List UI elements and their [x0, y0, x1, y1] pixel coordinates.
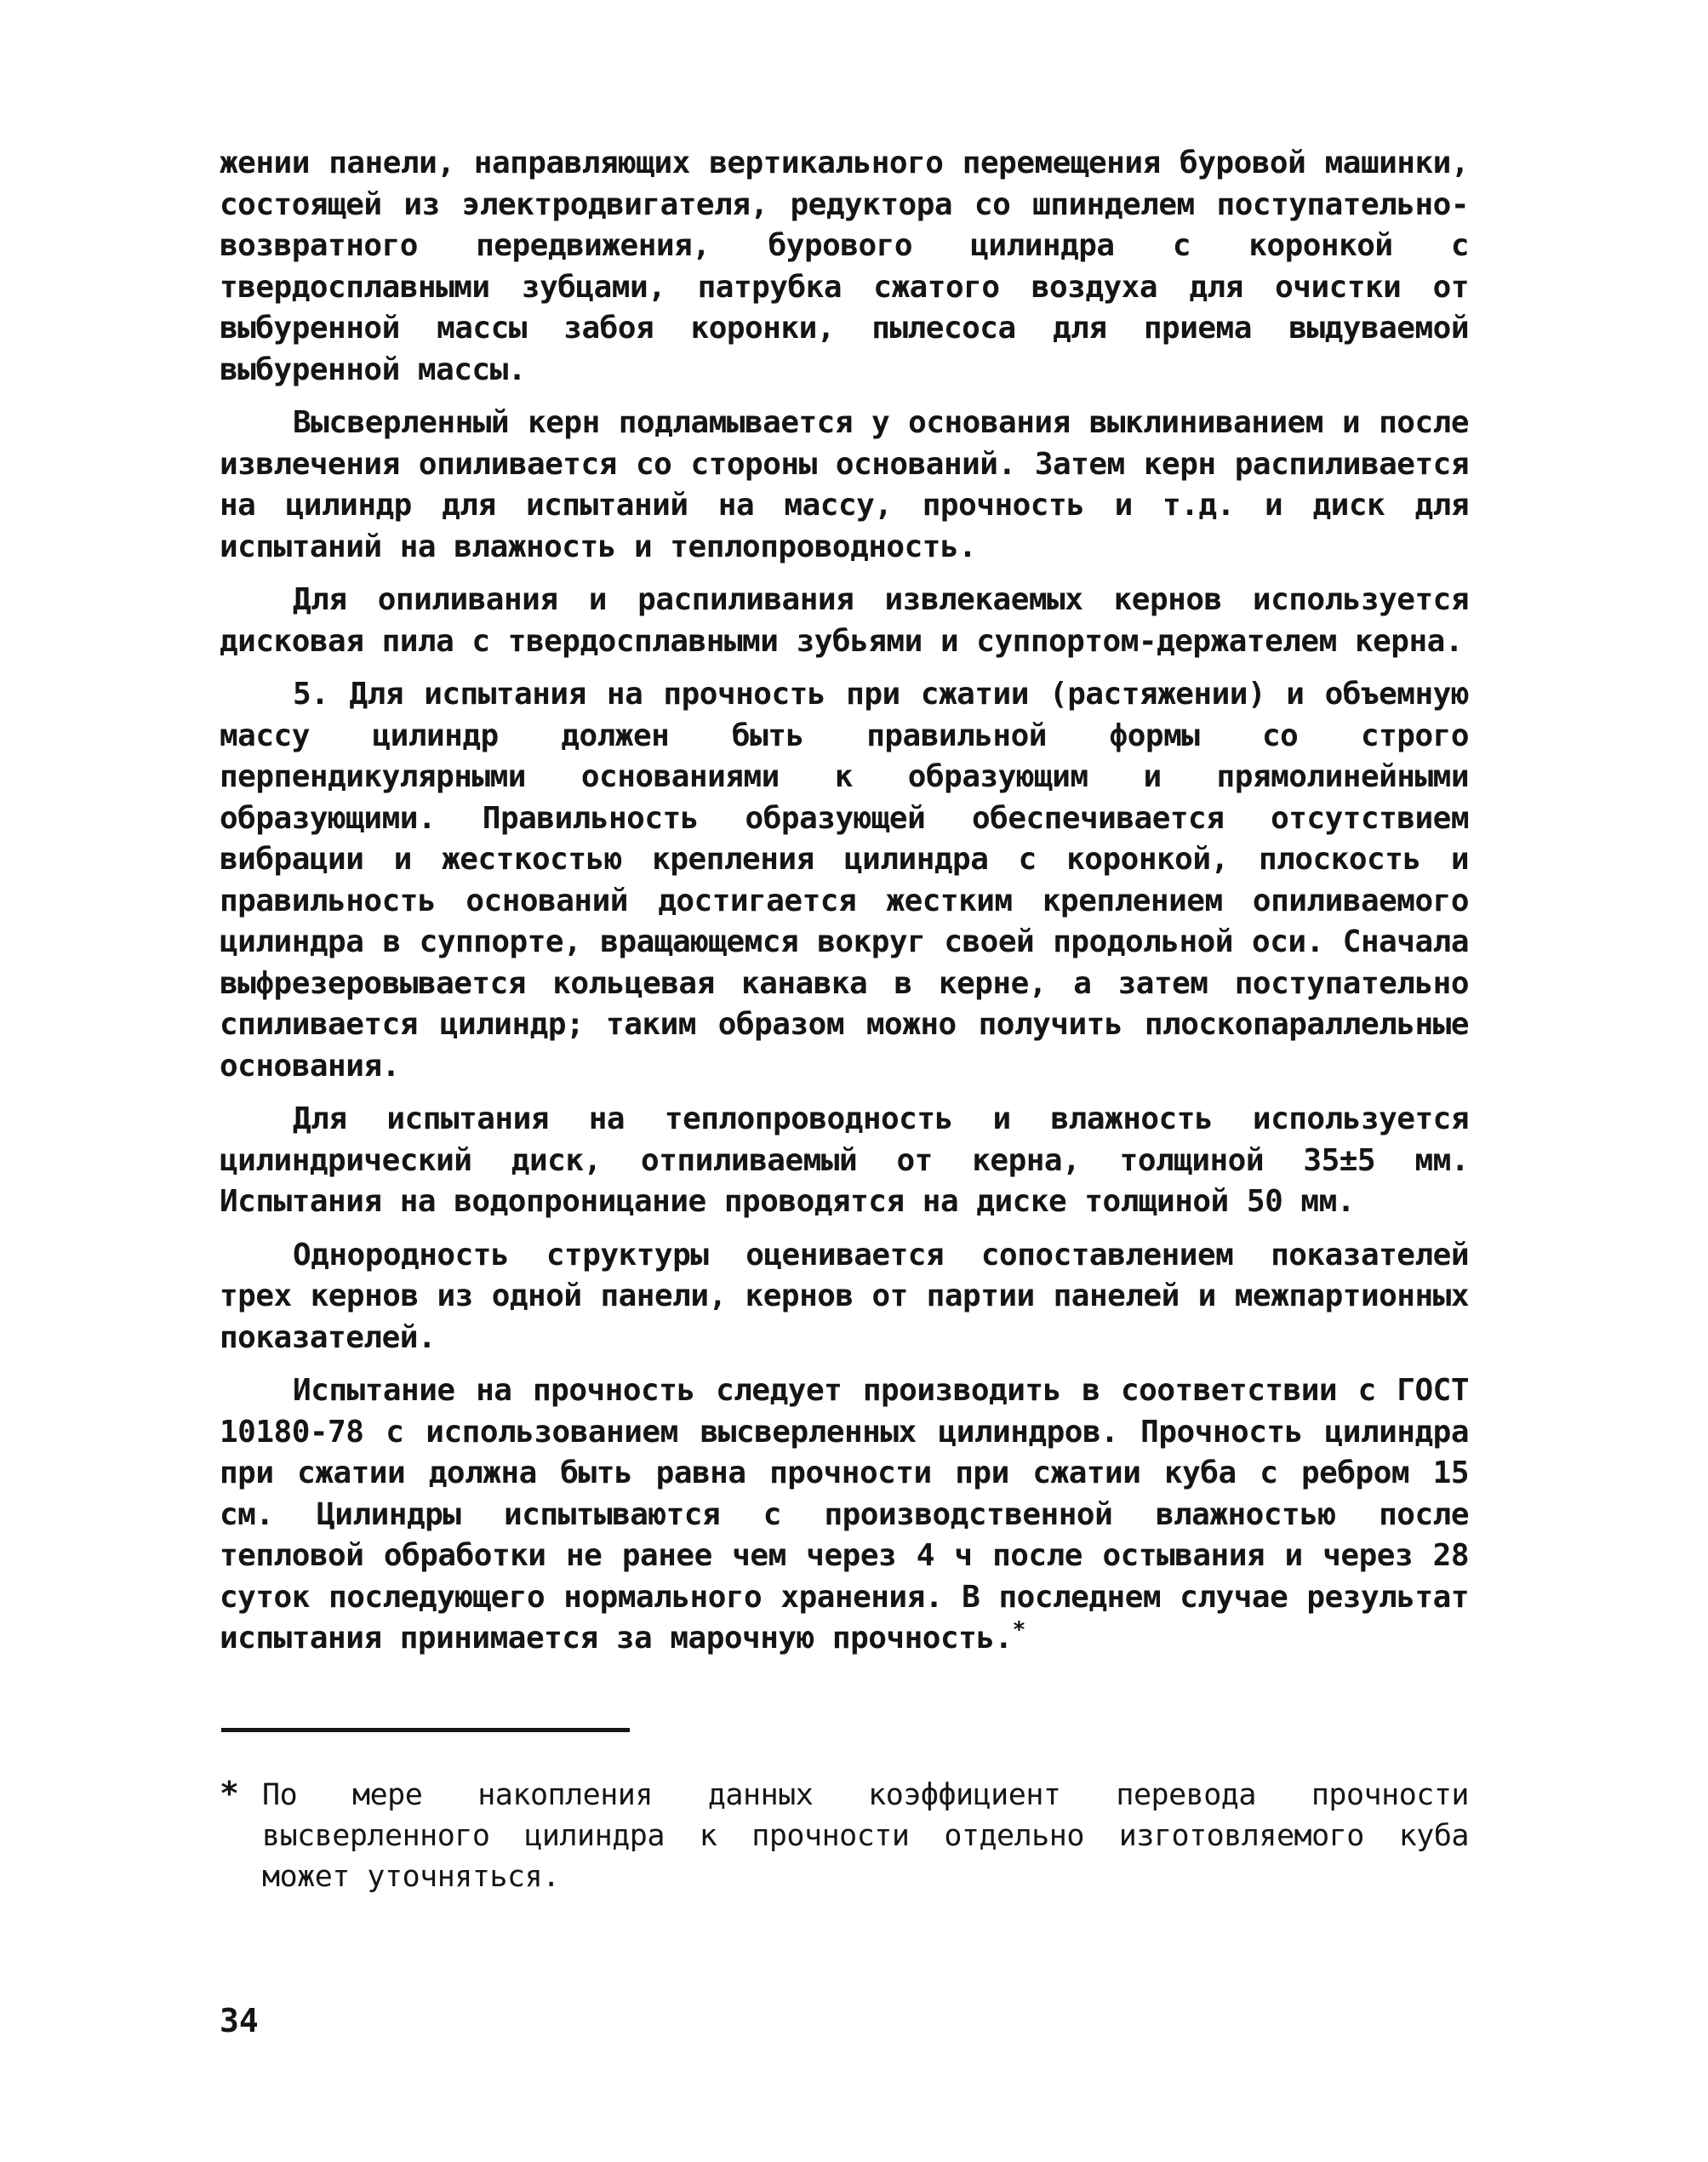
paragraph-strength-test	[220, 1370, 1469, 1660]
paragraph-uniformity: Однородность структуры оценивается сопоставлением показателей трех кернов из одной панели, кернов от партии панелей и межпартионных показателей.	[220, 1237, 1469, 1355]
footnote	[220, 1775, 1469, 1897]
page-number: 34	[220, 2002, 259, 2039]
footnote-mark: *	[220, 1775, 239, 1812]
paragraph-item-5: 5. Для испытания на прочность при сжатии (растяжении) и объемную массу цилиндр должен быть правильной формы со строго перпендикулярными основаниями к образующим и прямолинейными образующими. Правильность образующей обеспечивается отсутствием вибрации и жесткостью крепления цилиндра с коронкой, плоскость и правильность оснований достигается жестким креплением опиливаемого цилиндра в суппорте, вращающемся вокруг своей продольной оси. Сначала выфрезеровывается кольцевая канавка в керне, а затем поступательно спиливается цилиндр; таким образом можно получить плоскопараллельные основания.	[220, 677, 1469, 1084]
footnote-divider	[221, 1728, 630, 1732]
paragraph-disc-saw: Для опиливания и распиливания извлекаемых кернов используется дисковая пила с твердосплавными зубьями и суппортом-держателем керна.	[220, 582, 1469, 659]
paragraph-strength-test-text: Испытание на прочность следует производить в соответствии с ГОСТ 10180-78 с использованием высверленных цилиндров. Прочность цилиндра при сжатии должна быть равна прочности при сжатии куба с ребром 15 см. Цилиндры испытываются с производственной влажностью после тепловой обработки не ранее чем через 4 ч после остывания и через 28 суток последующего нормального хранения. В последнем случае результат испытания принимается за марочную прочность.	[220, 1373, 1469, 1656]
footnote-text: По мере накопления данных коэффициент перевода прочности высверленного цилиндра к прочности отдельно изготовляемого куба может уточняться.	[262, 1778, 1469, 1894]
footnote-reference: *	[1012, 1617, 1025, 1643]
paragraph-core-extraction: Высверленный керн подламывается у основания выклиниванием и после извлечения опиливается со стороны оснований. Затем керн распиливается на цилиндр для испытаний на массу, прочность и т.д. и диск для испытаний на влажность и теплопроводность.	[220, 405, 1469, 564]
body-text	[220, 143, 1469, 1672]
paragraph-thermal-test: Для испытания на теплопроводность и влажность используется цилиндрический диск, отпиливаемый от керна, толщиной 35±5 мм. Испытания на водопроницание проводятся на диске толщиной 50 мм.	[220, 1101, 1469, 1219]
paragraph-continuation: жении панели, направляющих вертикального перемещения буровой машинки, состоящей из электродвигателя, редуктора со шпинделем поступательно-возвратного передвижения, бурового цилиндра с коронкой с твердосплавными зубцами, патрубка сжатого воздуха для очистки от выбуренной массы забоя коронки, пылесоса для приема выдуваемой выбуренной массы.	[220, 146, 1469, 387]
